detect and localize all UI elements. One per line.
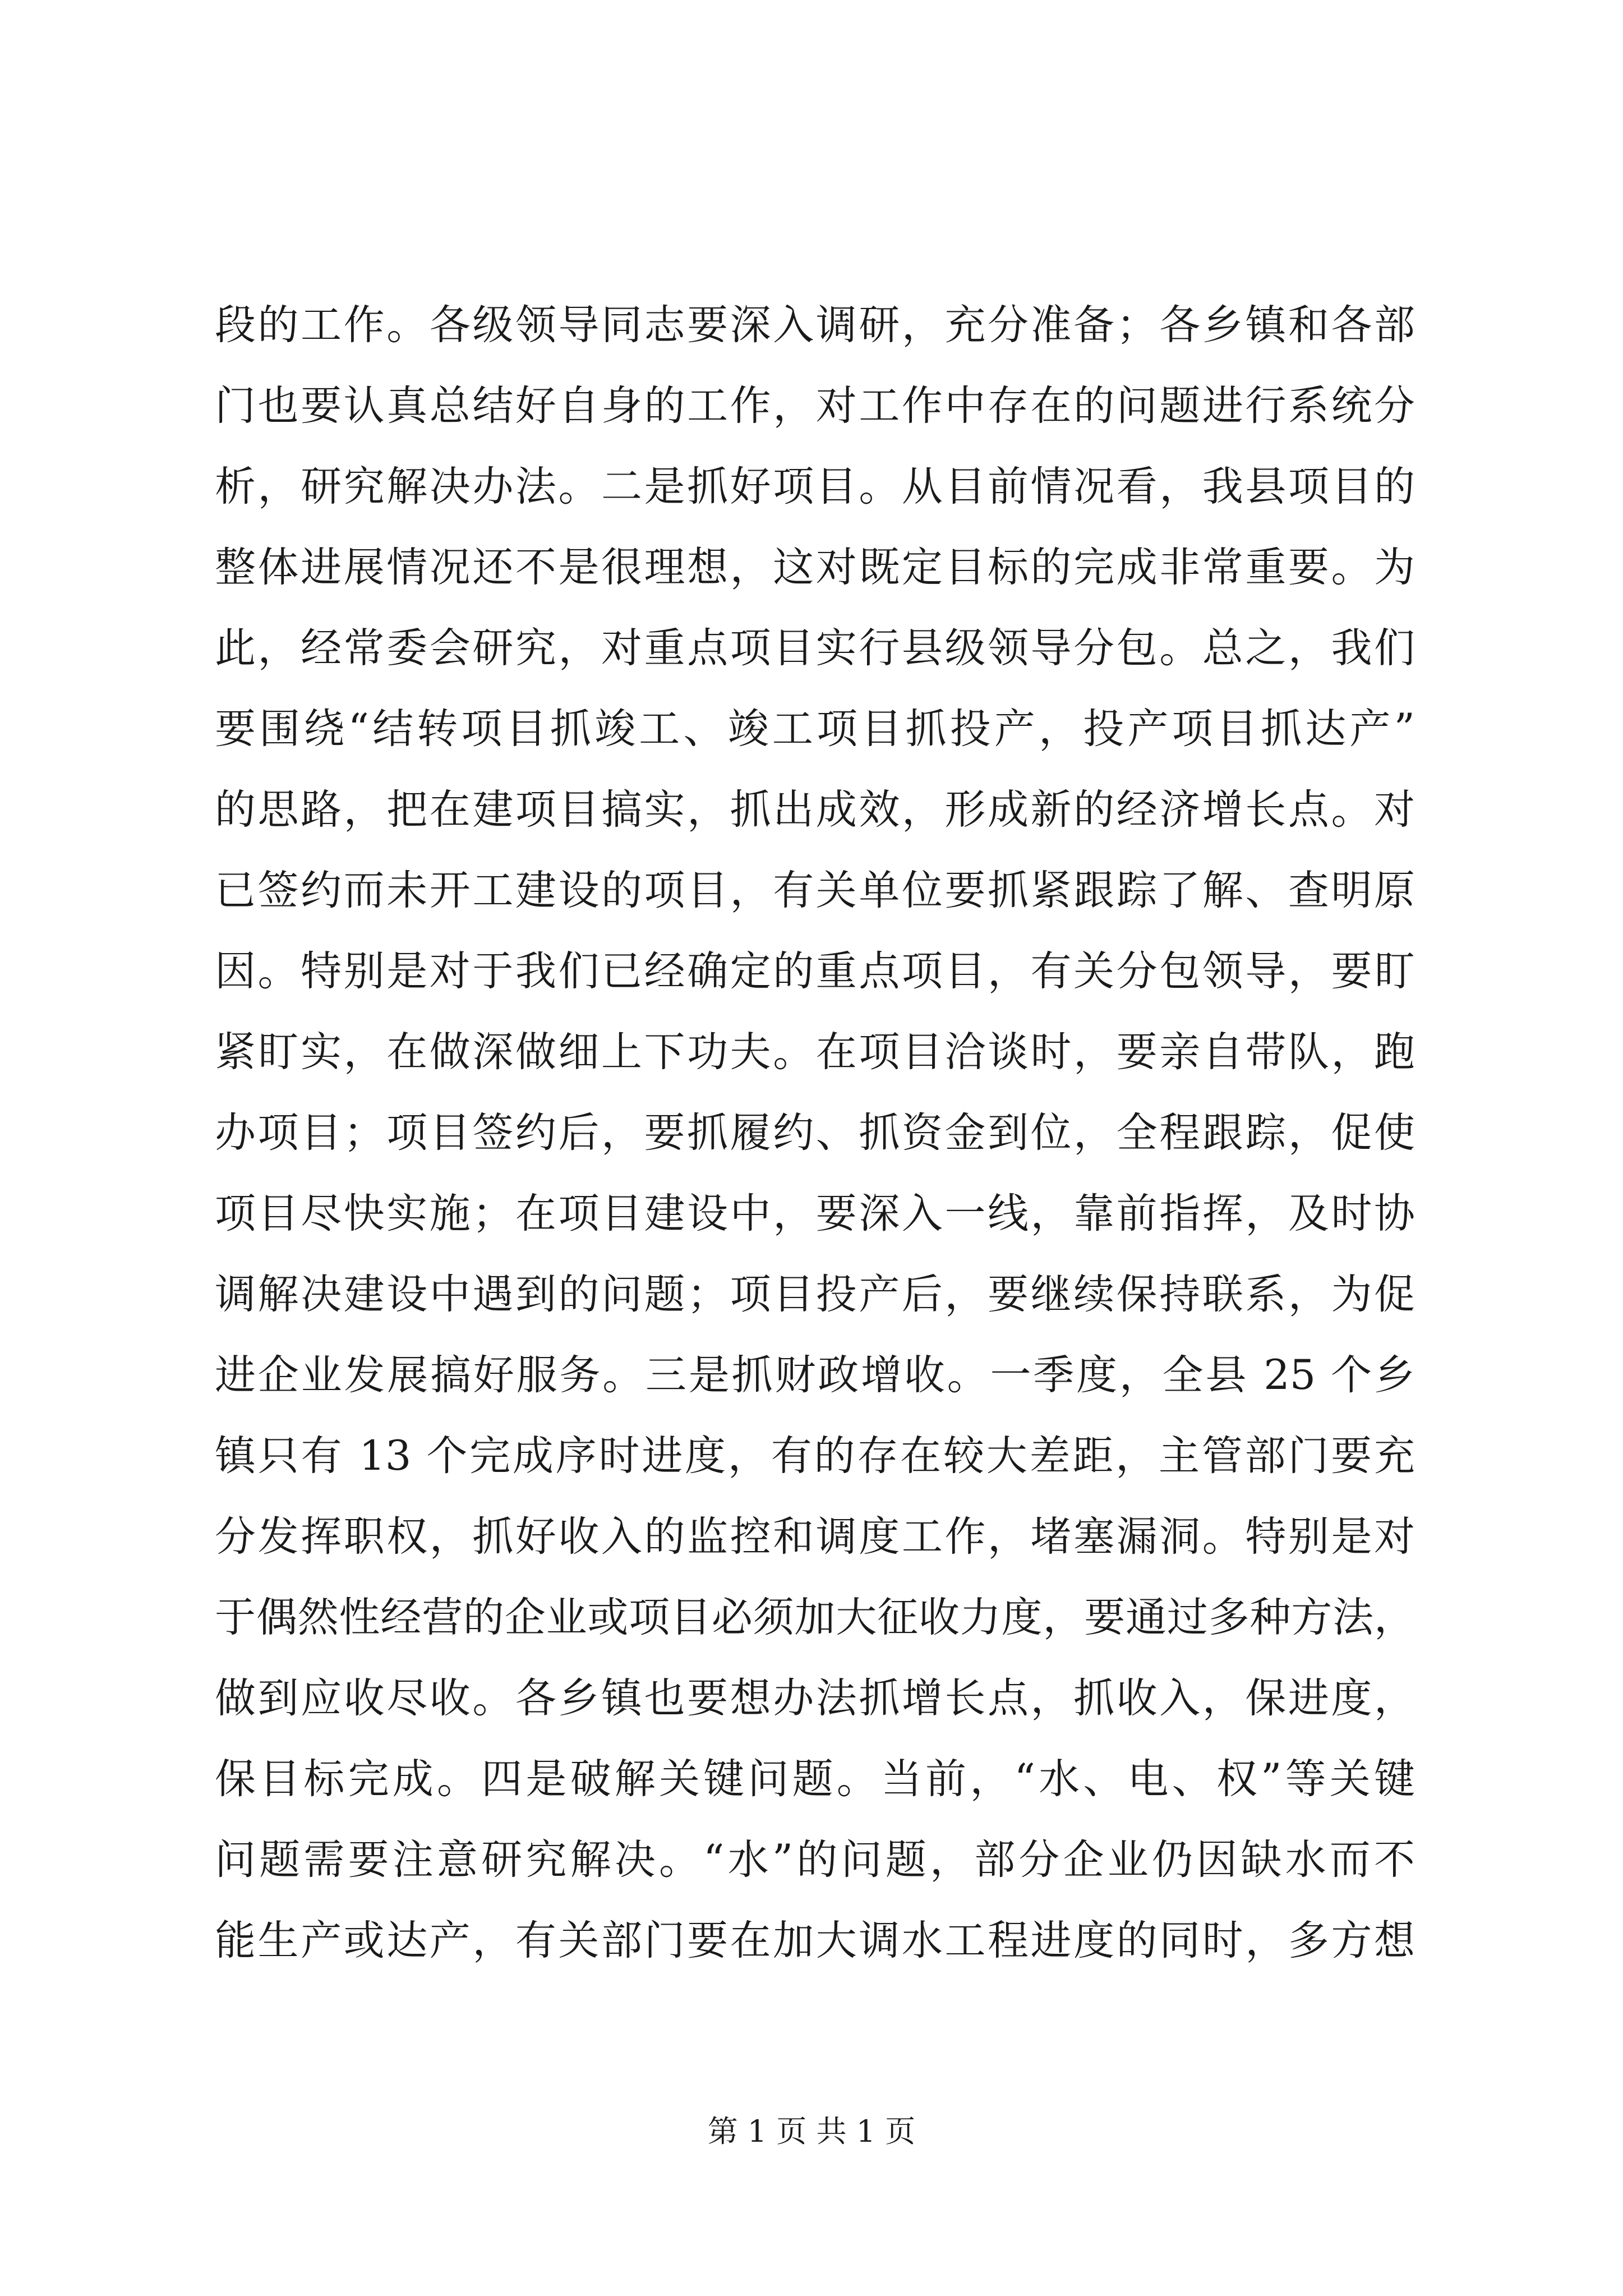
- body-text: [215, 285, 1415, 1981]
- text-line: 段的工作。各级领导同志要深入调研，充分准备；各乡镇和各部: [215, 301, 1415, 349]
- text-line: 此，经常委会研究，对重点项目实行县级领导分包。总之，我们: [215, 624, 1415, 672]
- text-line: 门也要认真总结好自身的工作，对工作中存在的问题进行系统分: [215, 382, 1415, 430]
- page-number-footer: 第 1 页 共 1 页: [707, 2114, 916, 2149]
- text-line: 办项目；项目签约后，要抓履约、抓资金到位，全程跟踪，促使: [215, 1109, 1415, 1157]
- text-line: 分发挥职权，抓好收入的监控和调度工作，堵塞漏洞。特别是对: [215, 1513, 1415, 1561]
- text-line: 已签约而未开工建设的项目，有关单位要抓紧跟踪了解、查明原: [215, 867, 1415, 914]
- text-line: 于偶然性经营的企业或项目必须加大征收力度，要通过多种方法，: [215, 1594, 1415, 1641]
- text-line: 整体进展情况还不是很理想，这对既定目标的完成非常重要。为: [215, 544, 1415, 591]
- text-line: 镇只有 13 个完成序时进度，有的存在较大差距，主管部门要充: [215, 1432, 1415, 1480]
- text-line: 问题需要注意研究解决。“水”的问题，部分企业仍因缺水而不: [215, 1836, 1415, 1884]
- text-line: 做到应收尽收。各乡镇也要想办法抓增长点，抓收入，保进度，: [215, 1674, 1415, 1722]
- text-line: 析，研究解决办法。二是抓好项目。从目前情况看，我县项目的: [215, 463, 1415, 510]
- text-line: 调解决建设中遇到的问题；项目投产后，要继续保持联系，为促: [215, 1271, 1415, 1318]
- text-line: 能生产或达产，有关部门要在加大调水工程进度的同时，多方想: [215, 1917, 1415, 1964]
- text-line: 紧盯实，在做深做细上下功夫。在项目洽谈时，要亲自带队，跑: [215, 1028, 1415, 1076]
- text-line: 要围绕“结转项目抓竣工、竣工项目抓投产，投产项目抓达产”: [215, 705, 1415, 753]
- text-line: 项目尽快实施；在项目建设中，要深入一线，靠前指挥，及时协: [215, 1190, 1415, 1237]
- text-line: 保目标完成。四是破解关键问题。当前，“水、电、权”等关键: [215, 1755, 1415, 1803]
- text-line: 进企业发展搞好服务。三是抓财政增收。一季度，全县 25 个乡: [215, 1351, 1415, 1399]
- text-line: 的思路，把在建项目搞实，抓出成效，形成新的经济增长点。对: [215, 786, 1415, 834]
- text-line: 因。特别是对于我们已经确定的重点项目，有关分包领导，要盯: [215, 947, 1415, 995]
